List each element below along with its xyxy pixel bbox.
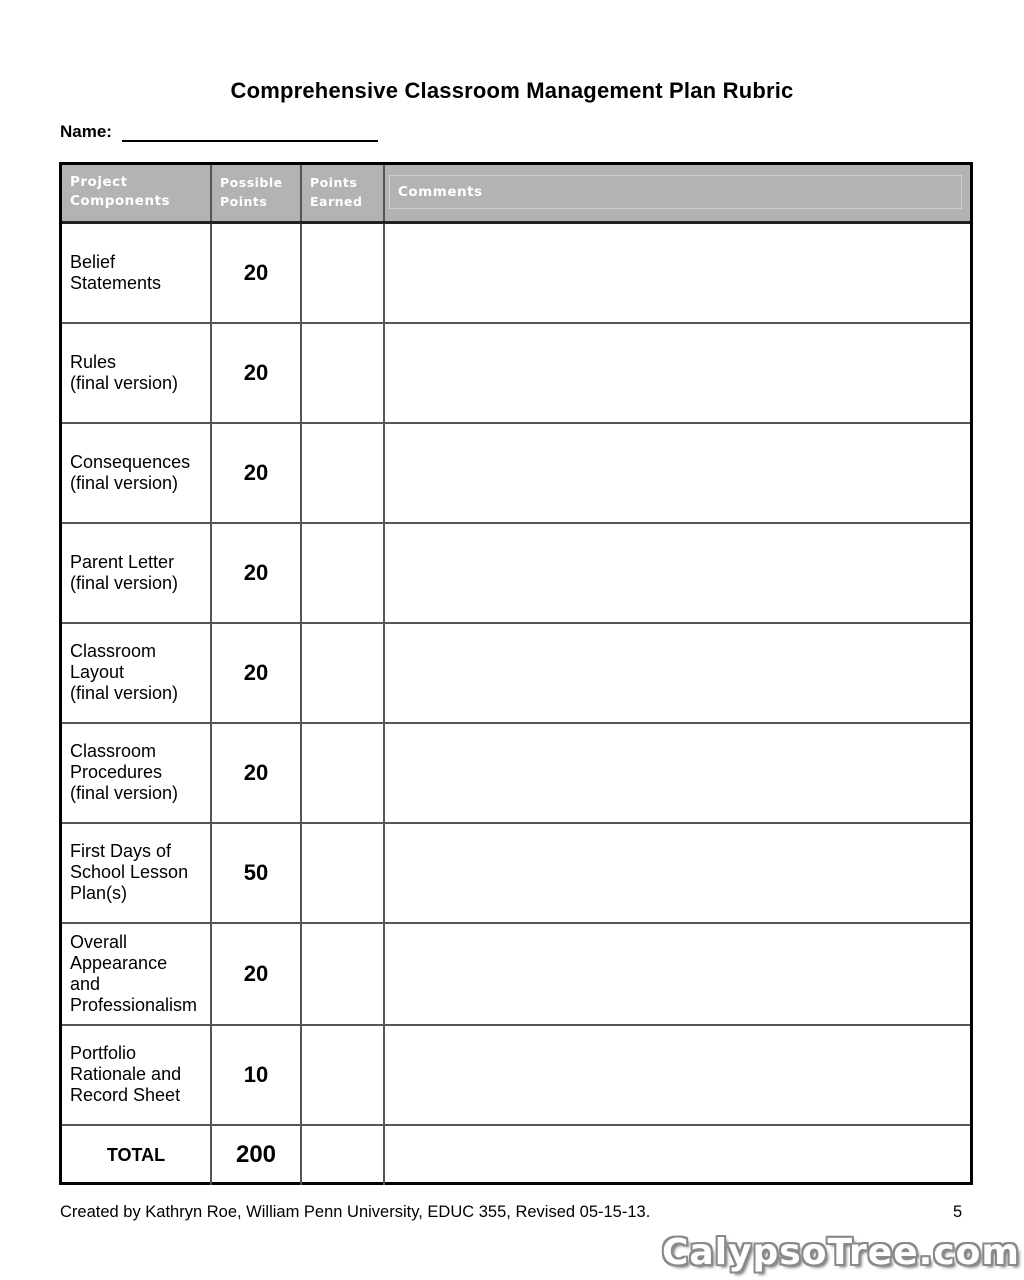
header-points-earned bbox=[301, 165, 384, 223]
points-earned-cell[interactable] bbox=[301, 723, 384, 823]
component-label-line: First Days of bbox=[70, 841, 172, 861]
component-label-line: Classroom bbox=[70, 741, 157, 761]
possible-points-cell: 20 bbox=[211, 223, 301, 323]
rubric-row bbox=[62, 323, 970, 423]
component-label-line: Overall bbox=[70, 931, 128, 952]
page-title: Comprehensive Classroom Management Plan Rubric bbox=[230, 78, 794, 103]
total-label: TOTAL bbox=[62, 1125, 211, 1185]
comments-cell[interactable] bbox=[384, 223, 970, 323]
component-label-line: Rationale and bbox=[70, 1064, 182, 1084]
name-blank-line[interactable] bbox=[122, 122, 378, 142]
comments-cell[interactable] bbox=[384, 423, 970, 523]
component-label-line: Procedures bbox=[70, 762, 163, 782]
rubric-row bbox=[62, 723, 970, 823]
component-cell bbox=[62, 1025, 211, 1125]
header-label-line: Points bbox=[310, 175, 358, 190]
possible-points-cell: 20 bbox=[211, 323, 301, 423]
component-label-line: Appearance bbox=[70, 952, 168, 973]
comments-cell[interactable] bbox=[384, 623, 970, 723]
component-label-line: Consequences bbox=[70, 451, 191, 472]
header-label-line: Project bbox=[70, 174, 128, 190]
component-cell bbox=[62, 423, 211, 523]
component-label-line: Statements bbox=[70, 272, 162, 293]
comments-cell[interactable] bbox=[384, 1025, 970, 1125]
possible-points-cell: 50 bbox=[211, 823, 301, 923]
points-earned-cell[interactable] bbox=[301, 1025, 384, 1125]
page-number: 5 bbox=[953, 1203, 963, 1221]
component-cell bbox=[62, 623, 211, 723]
component-label-line: Layout bbox=[70, 662, 125, 682]
component-label-line: Record Sheet bbox=[70, 1085, 181, 1105]
header-label-line: Components bbox=[70, 193, 171, 209]
name-label: Name: bbox=[60, 122, 112, 141]
comments-cell[interactable] bbox=[384, 823, 970, 923]
total-points: 200 bbox=[211, 1125, 301, 1185]
header-comments bbox=[384, 165, 970, 223]
points-earned-cell[interactable] bbox=[301, 323, 384, 423]
component-cell bbox=[62, 523, 211, 623]
header-label-line: Possible bbox=[220, 175, 283, 190]
component-label-line: Professionalism bbox=[70, 994, 198, 1015]
component-label-line: Portfolio bbox=[70, 1043, 137, 1063]
possible-points-cell: 20 bbox=[211, 623, 301, 723]
header-label-line: Earned bbox=[310, 194, 363, 209]
component-cell bbox=[62, 323, 211, 423]
name-field-row bbox=[60, 122, 378, 142]
watermark: CalypsoTree.com bbox=[662, 1232, 1020, 1273]
rubric-body bbox=[62, 223, 970, 1185]
component-cell bbox=[62, 723, 211, 823]
comments-cell[interactable] bbox=[384, 523, 970, 623]
points-earned-cell[interactable] bbox=[301, 423, 384, 523]
header-project-components bbox=[62, 165, 211, 223]
total-earned-cell[interactable] bbox=[301, 1125, 384, 1185]
header-comments-label: Comments bbox=[389, 175, 962, 209]
component-label-line: School Lesson bbox=[70, 862, 189, 882]
component-label-line: and bbox=[70, 973, 101, 994]
rubric-table bbox=[59, 162, 973, 1185]
header-row bbox=[62, 165, 970, 223]
component-cell bbox=[62, 923, 211, 1025]
rubric-row bbox=[62, 823, 970, 923]
points-earned-cell[interactable] bbox=[301, 523, 384, 623]
footer-credit: Created by Kathryn Roe, William Penn University, EDUC 355, Revised 05-15-13. bbox=[60, 1203, 651, 1221]
possible-points-cell: 20 bbox=[211, 923, 301, 1025]
comments-cell[interactable] bbox=[384, 723, 970, 823]
comments-cell[interactable] bbox=[384, 923, 970, 1025]
component-label-line: Belief bbox=[70, 251, 116, 272]
component-label-line: (final version) bbox=[70, 683, 179, 703]
points-earned-cell[interactable] bbox=[301, 623, 384, 723]
component-label-line: (final version) bbox=[70, 372, 179, 393]
rubric-row bbox=[62, 1025, 970, 1125]
header-possible-points bbox=[211, 165, 301, 223]
component-cell bbox=[62, 823, 211, 923]
component-label-line: Plan(s) bbox=[70, 883, 128, 903]
possible-points-cell: 10 bbox=[211, 1025, 301, 1125]
component-label-line: (final version) bbox=[70, 783, 179, 803]
component-label-line: Classroom bbox=[70, 641, 157, 661]
possible-points-cell: 20 bbox=[211, 723, 301, 823]
points-earned-cell[interactable] bbox=[301, 823, 384, 923]
points-earned-cell[interactable] bbox=[301, 923, 384, 1025]
possible-points-cell: 20 bbox=[211, 523, 301, 623]
header-label-line: Points bbox=[220, 194, 268, 209]
comments-cell[interactable] bbox=[384, 323, 970, 423]
rubric-row bbox=[62, 223, 970, 323]
possible-points-cell: 20 bbox=[211, 423, 301, 523]
rubric-row bbox=[62, 623, 970, 723]
component-label-line: Parent Letter bbox=[70, 551, 175, 572]
component-label-line: Rules bbox=[70, 351, 117, 372]
total-row bbox=[62, 1125, 970, 1185]
total-comments-cell[interactable] bbox=[384, 1125, 970, 1185]
rubric-row bbox=[62, 923, 970, 1025]
rubric-row bbox=[62, 423, 970, 523]
component-label-line: (final version) bbox=[70, 572, 179, 593]
component-label-line: (final version) bbox=[70, 472, 179, 493]
points-earned-cell[interactable] bbox=[301, 223, 384, 323]
rubric-row bbox=[62, 523, 970, 623]
component-cell bbox=[62, 223, 211, 323]
